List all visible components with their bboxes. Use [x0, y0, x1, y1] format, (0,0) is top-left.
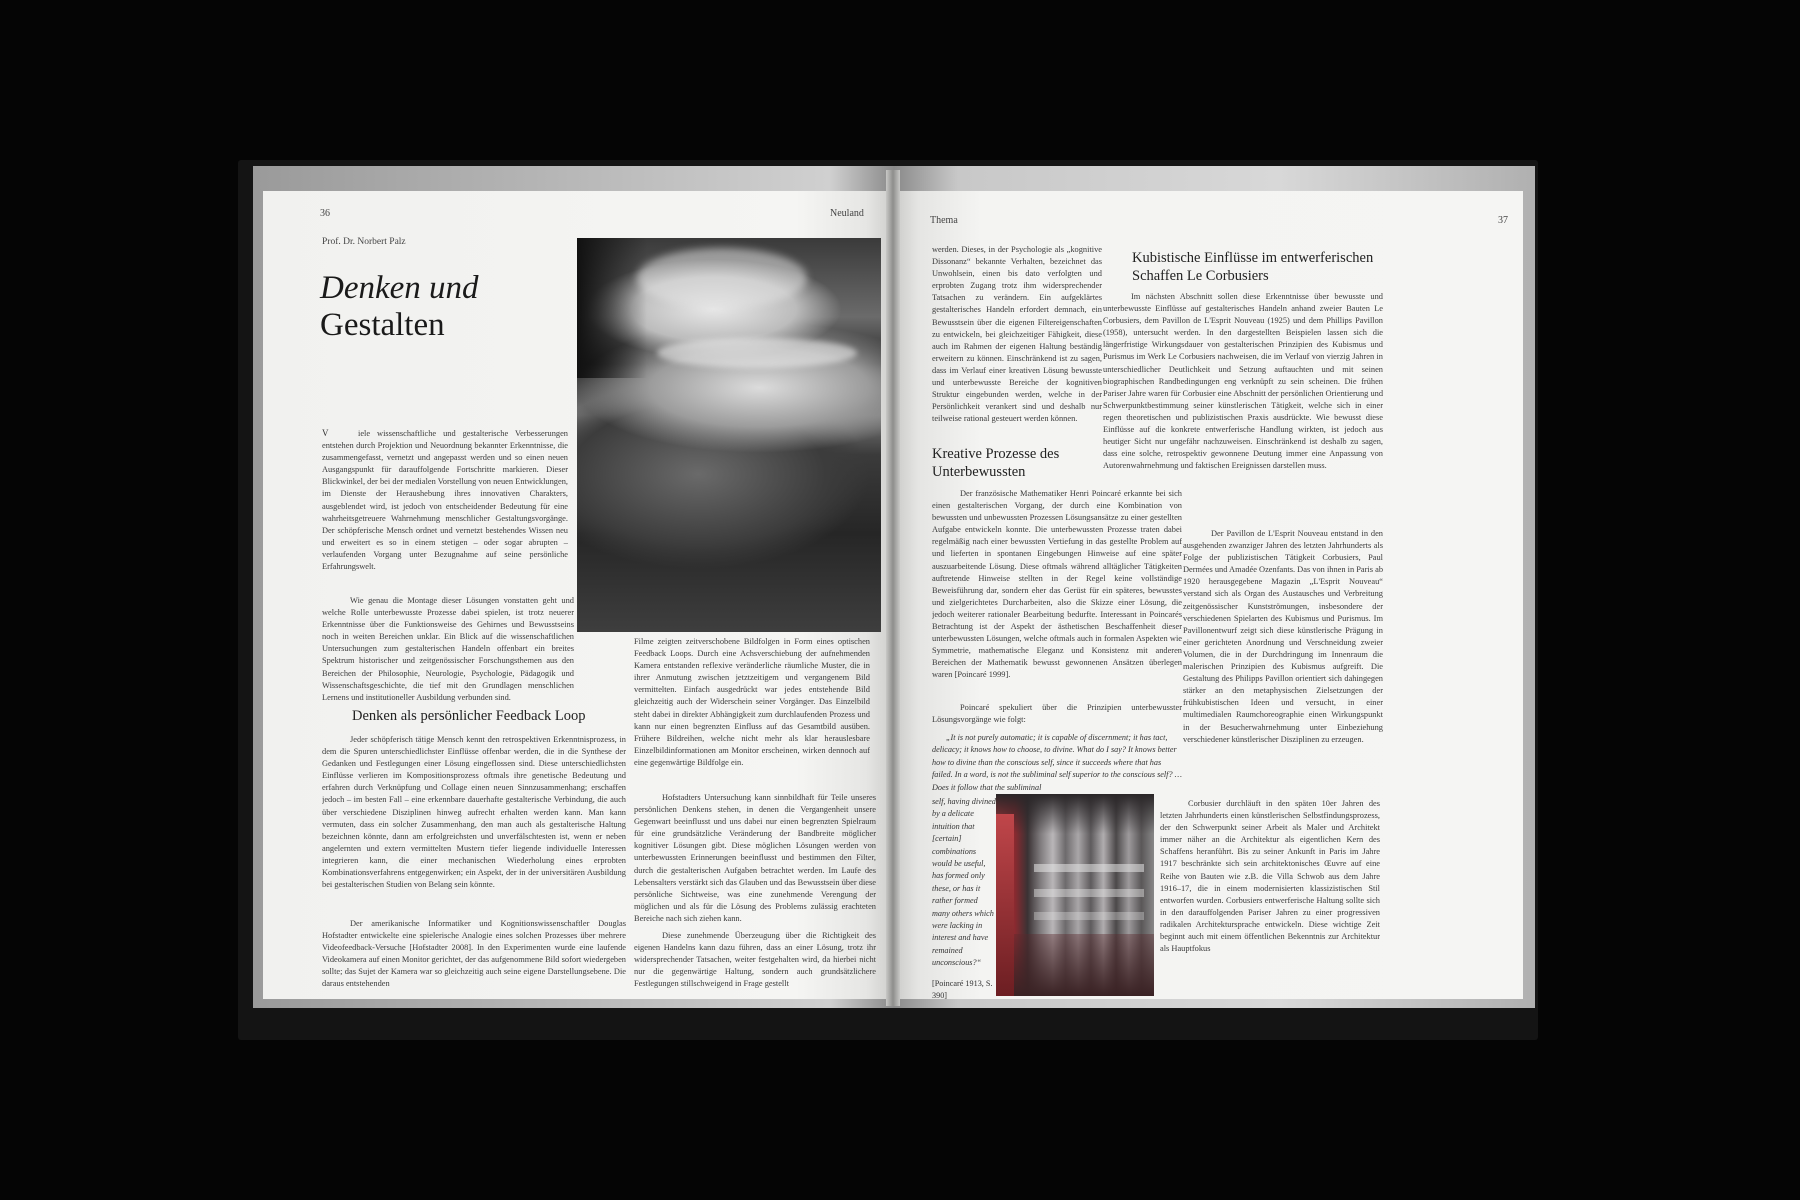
- page-number-right: 37: [1498, 215, 1508, 226]
- gutter: [886, 170, 900, 1006]
- subhead-le-corbusier: Kubistische Einflüsse im entwerferischen Schaffen Le Corbusiers: [1132, 250, 1374, 284]
- poincare-quote-top: „It is not purely automatic; it is capable of discernment; it has tact, delicacy; it knows how to choose, to divine. What do I say? It knows better how to divine than the conscious self, since it succeeds where that has failed. In a word, is not the subliminal self superior to the conscious self? … Does it follow that the subliminal: [932, 733, 1182, 792]
- article-title-line2: Gestalten: [320, 307, 445, 343]
- body-paragraph-4-text: Der amerikanische Informatiker und Kognitionswissenschaftler Douglas Hofstadter entwickelte eine spielerische Analogie eines solchen Prozesses über mehrere Videofeedback-Versuche [Hofstadter 2008]. In den Experimenten wurde eine laufende Videokamera auf einen Monitor gerichtet, der das aufgenommene Bild sofort wiedergeben sollte; das Sujet der Kamera war so gleichzeitig auch seine eigene Darstellungsebene. Die daraus entstehenden: [322, 919, 626, 989]
- right-col1-paragraph-1-text: werden. Dieses, in der Psychologie als „kognitive Dissonanz“ bekannte Verhalten, bezeichnet das Unwohlsein, einen bis dato verfolgten und erprobten Zugang trotz ihm widersprechender Tatsachen zu verändern. Ein aufgeklärtes gestalterisches Handeln erfordert demnach, ein Bewusstsein über die eigenen Filtereigenschaften zu entwickeln, bei gleichzeitiger Fähigkeit, diese auch im Rahmen der eigenen Haltung beständig erweitern zu können. Einschränkend ist zu sagen, dass im Verlauf einer kreativen Lösung bewusste und unterbewusste Bereiche der kognitiven Struktur eingebunden werden, welche in der Persönlichkeit verankert sind und deshalb nur teilweise rational gesteuert werden können.: [932, 245, 1102, 424]
- poincare-citation: [Poincaré 1913, S. 390]: [932, 979, 993, 1001]
- right-col1-paragraph-1: [932, 244, 1102, 434]
- pavilion-photo: [996, 794, 1154, 996]
- right-col2-paragraph-2: [1183, 528, 1383, 788]
- subhead-feedback-loop: Denken als persönlicher Feedback Loop: [352, 708, 586, 724]
- running-head-right: Thema: [930, 215, 958, 226]
- right-col1-paragraph-2-text: Der französische Mathematiker Henri Poincaré erkannte bei sich einen gestalterischen Vorgang, der durch eine Kombination von bewussten und unbewussten Prozessen Lösungsansätze zu einer gestellten Aufgabe entwickeln konnte. Die unterbewussten Prozesse traten dabei regelmäßig nach einer bewussten Vertiefung in das gestellte Problem auf und lieferten in spontanen Eingebungen Hinweise auf eine später auszuarbeitende Lösung. Diese oftmals während alltäglicher Tätigkeiten auftretende Hinweise stellten in der Regel keine vollständige Beweisführung dar, sondern eher das Gerüst für ein späteres, bewusstes und zielgerichtetes Durcharbeiten, also die Skizze einer Lösung, die jedoch weiterer rationaler Bearbeitung bedurfte. Interessant in Poincarés Betrachtung ist der Aspekt der ästhetischen Beschaffenheit dieser unterbewussten Lösungen, welche oftmals auch in formalen Aspekten wie Symmetrie, mathematische Eleganz und Konsistenz mit anderen Bereichen der Mathematik bewusst gewonnenen Ansätzen überlegen waren [Poincaré 1999].: [932, 489, 1182, 680]
- author-name: Prof. Dr. Norbert Palz: [322, 237, 406, 247]
- body-paragraph-2: [322, 595, 574, 705]
- right-col1-paragraph-3: [932, 702, 1182, 728]
- right-col2-paragraph-1-text: Im nächsten Abschnitt sollen diese Erkenntnisse über bewusste und unterbewusste Einflüsse auf gestalterisches Handeln anhand zweier Bauten Le Corbusiers, dem Pavillon de L'Esprit Nouveau (1925) und dem Phillips Pavillon (1958), untersucht werden. In den dargestellten Beispielen lassen sich die längerfristige Wirkungsdauer von gestalterischen Prinzipien des Kubismus und Purismus im Werk Le Corbusiers nachweisen, die im Verlauf von vierzig Jahren in unterschiedlicher Deutlichkeit und Setzung auftauchten und mit seinen biographischen Randbedingungen eng verknüpft zu sein scheinen. Die frühen Pariser Jahre waren für Corbusier eine Abschnitt der persönlichen Orientierung und Schwerpunktbestimmung seiner künstlerischen Tätigkeit, welche sich in einer regen theoretischen und publizistischen Praxis ausdrückte. Wie bewusst diese Einflüsse auf die konkrete entwerferische Handlung wirkten, ist jedoch aus heutiger Sicht nur ungefähr nachzuweisen. Einschränkend ist deshalb zu sagen, dass eine solche, retrospektiv gewonnene Deutung immer eine Anpassung von Autorenwahrnehmung und faktischen Ereignissen darstellen muss.: [1103, 292, 1383, 471]
- intro-paragraph: iele wissenschaftliche und gestalterische Verbesserungen entstehen durch Projektion und Neuordnung bekannter Erkenntnisse, die zusammengefasst, vernetzt und angepasst werden und so einen neuen Ausgangspunkt für darauffolgende Fortschritte markieren. Dieser Blickwinkel, der bei der medialen Vorstellung von neuen Entwicklungen, im Dienste der Heraushebung ihres innovativen Charakters, ausgeblendet wird, ist jedoch von entscheidender Bedeutung für eine wahrheitsgetreuere Wahrnehmung menschlicher Gestaltungsvorgänge. Der schöpferische Mensch ordnet und vernetzt bestehendes Wissen neu und erweitert es so in einem stetigen – oder sogar abrupten – verlaufenden Vorgang unter Bezugnahme auf seine persönliche Erfahrungswelt.: [322, 429, 568, 572]
- column2-paragraph-1: [634, 636, 870, 784]
- photo-red-panel: [996, 814, 1014, 996]
- running-head-left: Neuland: [830, 208, 864, 219]
- right-col2-paragraph-3: [1160, 798, 1380, 994]
- right-col1-paragraph-2: [932, 488, 1182, 712]
- column2-paragraph-2: [634, 792, 876, 928]
- right-col2-paragraph-2-text: Der Pavillon de L'Esprit Nouveau entstand in den ausgehenden zwanziger Jahren des letzten Jahrhunderts als Folge der publizistischen Tätigkeit Corbusiers, Paul Dermées und Amadée Ozenfants. Das von ihnen in Paris ab 1920 herausgegebene Magazin „L'Esprit Nouveau“ verstand sich als Organ des Austausches und Verbreitung zeitgenössischer Kunstströmungen, insbesondere der verschiedenen Spielarten des Kubismus und Purismus. Im Pavillonentwurf zeigt sich diese künstlerische Prägung in einer gerichteten Anordnung und Verschneidung zweier Volumen, die in der Durchdringung im Innenraum die malerischen Prinzipien des Kubismus aufgreift. Die Gestaltung des Philipps Pavillon orientiert sich dahingegen stärker an den metaphysischen Zielsetzungen der frühkubistischen Ideen und versucht, in einer multimedialen Raumchoreographie einen Wirkungspunkt in der Besucherwahrnehmung unter Einbeziehung verschiedener künstlerischer Disziplinen zu erzeugen.: [1183, 529, 1383, 744]
- body-paragraph-3-text: Jeder schöpferisch tätige Mensch kennt den retrospektiven Erkenntnisprozess, in dem die Spuren unterschiedlichster Einflüsse offenbar werden, die in die Synthese der Gedanken und Festlegungen einer Lösung eingeflossen sind. Diese unterschiedlichsten Einflüsse verlieren im Kompositionsprozess oftmals ihre genetische Bedeutung und erfahren durch Verknüpfung und Collage einen neuen Sinnzusammenhang; erschaffen jedoch – im besten Fall – eine erkennbare dauerhafte gestalterische Verbindung, die auch über verschiedene Disziplinen hinweg aufrecht erhalten werden kann. Man kann vermuten, dass ein solcher Zusammenhang, den man auch als gestalterische Haltung bezeichnen könnte, dann am erfolgreichsten und unverfälschtesten ist, wenn er neben angelernten und extern vermittelten Mustern tiefer liegende individuelle Interessen integrieren kann, die einer mechanischen Wiederholung eines erprobten Kombinationsverfahrens entgegenwirken; ein Aspekt, der in der universitären Ausbildung bei gestalterischen Studien von Belang sein könnte.: [322, 735, 626, 890]
- body-paragraph-2-text: Wie genau die Montage dieser Lösungen vonstatten geht und welche Rolle unterbewusste Prozesse dabei spielen, ist trotz neuerer Erkenntnisse über die Funktionsweise des Gehirnes und Bewusstseins noch in weiten Bereichen unklar. Ein Blick auf die wissenschaftlichen Untersuchungen zum gestalterischen Handeln offenbart ein breites Spektrum historischer und zeitgenössischer Forschungsthemen aus den Bereichen der Philosophie, Neurologie, Psychologie, Pädagogik und Wissenschaftsgeschichte, die tief mit den Grundlagen menschlichen Lernens und institutioneller Ausbildung verbunden sind.: [322, 596, 574, 702]
- photo-dark-corner: [577, 238, 647, 378]
- right-col2-paragraph-1: [1103, 291, 1383, 515]
- article-title-line1: Denken und: [320, 270, 479, 306]
- photo-stair-1: [1034, 864, 1144, 872]
- feedback-loop-photo: [577, 238, 881, 632]
- photo-highlight: [657, 338, 857, 368]
- column2-paragraph-1-text: Filme zeigten zeitverschobene Bildfolgen in Form eines optischen Feedback Loops. Durch eine Achsverschiebung der aufnehmenden Kamera entstanden reflexive veränderliche räumliche Muster, die in ihrer Anmutung zwischen jetztzeitigem und vergangenem Bild vermittelten. Einfach ausgedrückt war jedes entstehende Bild gleichzeitig auch der Widerschein seiner Vorgänger. Das Einzelbild steht dabei in direkter Abhängigkeit zum durchlaufenden Prozess und kann nur einen begrenzten Einfluss auf das Gesamtbild ausüben. Frühere Bildreihen, welche nicht mehr als klar herauslesbare Einzelbildinformationen am Monitor erscheinen, wirken dennoch auf eine gegenwärtige Bildfolge ein.: [634, 637, 870, 767]
- body-paragraph-3: [322, 734, 626, 904]
- column2-paragraph-3: [634, 930, 876, 994]
- drop-cap: V: [322, 428, 329, 438]
- photo-stair-3: [1034, 912, 1144, 920]
- body-paragraph-4: [322, 918, 626, 992]
- column2-paragraph-3-text: Diese zunehmende Überzeugung über die Richtigkeit des eigenen Handelns kann dazu führen, dass an einer Lösung, trotz ihr widersprechender Tatsachen, weiter festgehalten wird, da hierbei nicht nur die gegenwärtige Haltung, sondern auch grundsätzlichere Festlegungen stillschweigend in Frage gestellt: [634, 931, 876, 989]
- photo-ceiling: [996, 794, 1154, 834]
- page-number-left: 36: [320, 208, 330, 219]
- photo-highlight-2: [637, 248, 807, 308]
- poincare-quote-side: self, having divined by a delicate intuition that [certain] combinations would be useful, has formed only these, or has it rather formed many others which were lacking in interest and have remained unconscious?“: [932, 797, 996, 968]
- right-col1-paragraph-3-text: Poincaré spekuliert über die Prinzipien unterbewusster Lösungsvorgänge wie folgt:: [932, 703, 1182, 725]
- column2-paragraph-2-text: Hofstadters Untersuchung kann sinnbildhaft für Teile unseres persönlichen Denkens stehen, in denen die Vergangenheit unsere Gegenwart beeinflusst und uns dabei nur einen begrenzten Spielraum für eine grundsätzliche Veränderung der Bandbreite möglicher kognitiver Lösungen gibt. Diese möglichen Lösungen werden von unterbewussten Erinnerungen beeinflusst und bestimmen den Filter, durch die gestalterischen Aufgaben betrachtet werden. Im Laufe des Lebensalters verstärkt sich das Glauben und das Bewusstsein über diese persönliche Sichtweise, was eine zunehmende Verengung der möglichen und als für die Lösung des Problems zulässig erachteten Bereiche nach sich ziehen kann.: [634, 793, 876, 923]
- right-col2-paragraph-3-text: Corbusier durchläuft in den späten 10er Jahren des letzten Jahrhunderts einen künstlerischen Selbstfindungsprozess, der den Schwerpunkt seiner Arbeit als Maler und Architekt immer näher an die Architektur als eigentlichen Kern des Schaffens heranführt. Bis zu seiner Ankunft in Paris im Jahre 1917 beschränkte sich sein architektonisches Œuvre auf eine Reihe von Bauten wie z.B. die Villa Schwob aus dem Jahre 1916–17, die in einem modernisierten klassizistischen Stil entworfen wurden. Corbusiers entwerferische Haltung sollte sich in den darauffolgenden Pariser Jahren zu einer progressiven radikalen Architektursprache entwickeln. Diese wichtige Zeit beginnt auch mit einem öffentlichen Bekenntnis zur Architektur als Hauptfokus: [1160, 799, 1380, 954]
- photo-stair-2: [1034, 889, 1144, 897]
- photo-floor: [996, 934, 1154, 996]
- subhead-unterbewussten: Kreative Prozesse des Unterbewussten: [932, 446, 1060, 480]
